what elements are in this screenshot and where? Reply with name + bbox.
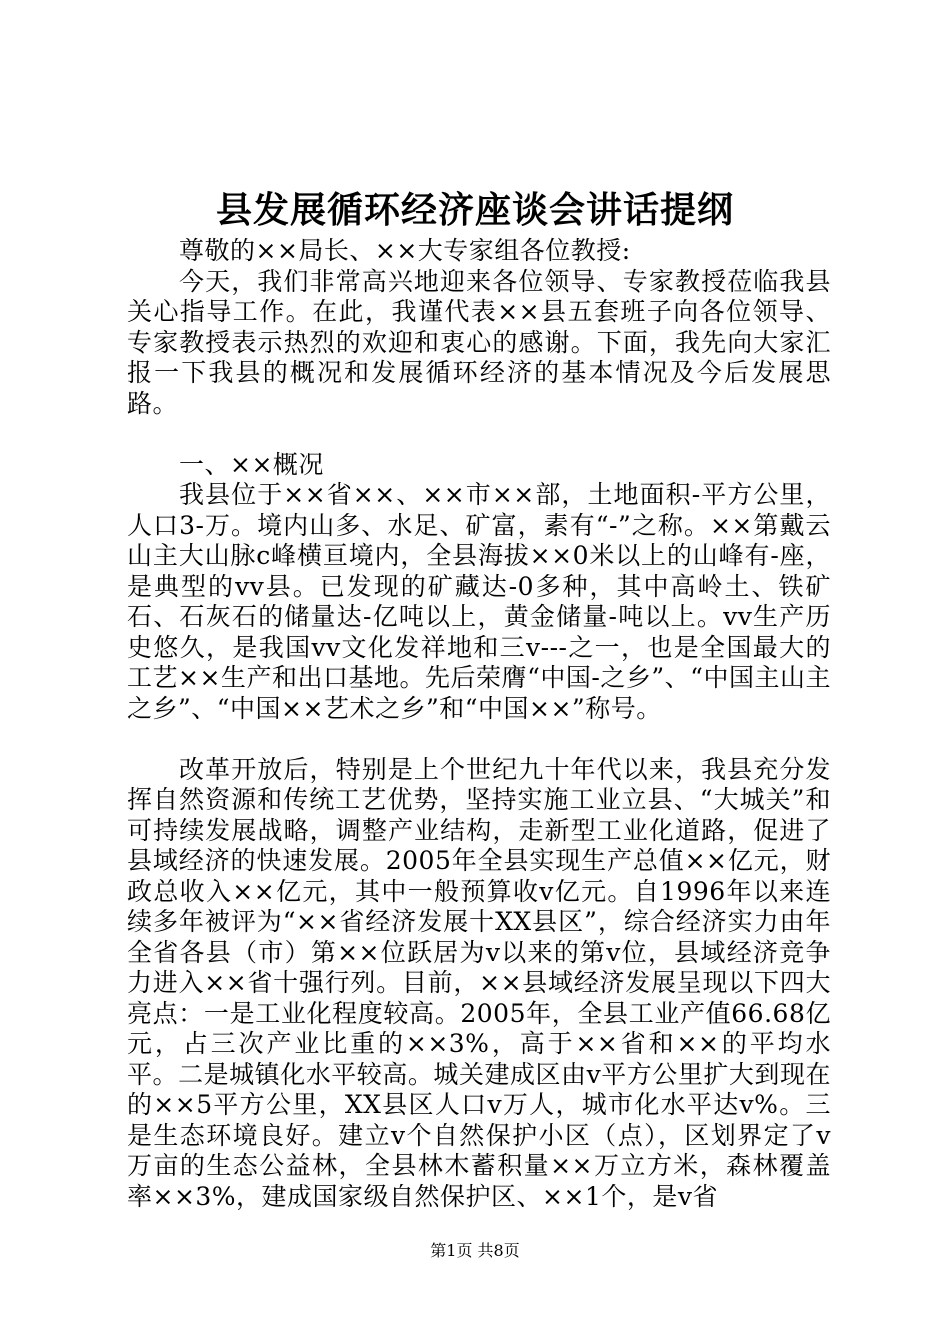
document-body bbox=[127, 236, 831, 1212]
paragraph-intro: 今天，我们非常高兴地迎来各位领导、专家教授莅临我县关心指导工作。在此，我谨代表××县五套班子向各位领导、专家教授表示热烈的欢迎和衷心的感谢。下面，我先向大家汇报一下我县的概况和发展循环经济的基本情况及今后发展思路。 bbox=[127, 266, 831, 418]
section-heading-overview: 一、××概况 bbox=[179, 449, 324, 479]
salutation: 尊敬的××局长、××大专家组各位教授: bbox=[179, 236, 631, 265]
page-indicator: 第1页 共8页 bbox=[430, 1241, 520, 1260]
document-title: 县发展循环经济座谈会讲话提纲 bbox=[215, 189, 734, 231]
paragraph-overview: 我县位于××省××、××市××部，土地面积-平方公里，人口3-万。境内山多、水足、矿富，素有“-”之称。××第戴云山主大山脉c峰横亘境内，全县海拔××0米以上的山峰有-座，是典型的vv县。已发现的矿藏达-0多种，其中高岭土、铁矿石、石灰石的储量达-亿吨以上，黄金储量-吨以上。vv生产历史悠久，是我国vv文化发祥地和三v---之一，也是全国最大的工艺××生产和出口基地。先后荣膺“中国-之乡”、“中国主山主之乡”、“中国××艺术之乡”和“中国××”称号。 bbox=[127, 480, 831, 723]
paragraph-economy: 改革开放后，特别是上个世纪九十年代以来，我县充分发挥自然资源和传统工艺优势，坚持实施工业立县、“大城关”和可持续发展战略，调整产业结构，走新型工业化道路，促进了县域经济的快速发展。2005年全县实现生产总值××亿元，财政总收入××亿元，其中一般预算收v亿元。自1996年以来连续多年被评为“××省经济发展十XX县区”，综合经济实力由年全省各县（市）第××位跃居为v以来的第v位，县域经济竞争力进入××省十强行列。目前，××县域经济发展呈现以下四大亮点：一是工业化程度较高。2005年，全县工业产值66.68亿元，占三次产业比重的××3%，高于××省和××的平均水平。二是城镇化水平较高。城关建成区由v平方公里扩大到现在的××5平方公里，XX县区人口v万人，城市化水平达v%。三是生态环境良好。建立v个自然保护小区（点），区划界定了v万亩的生态公益林，全县林木蓄积量××万立方米，森林覆盖率××3%，建成国家级自然保护区、××1个，是v省 bbox=[127, 754, 831, 1211]
